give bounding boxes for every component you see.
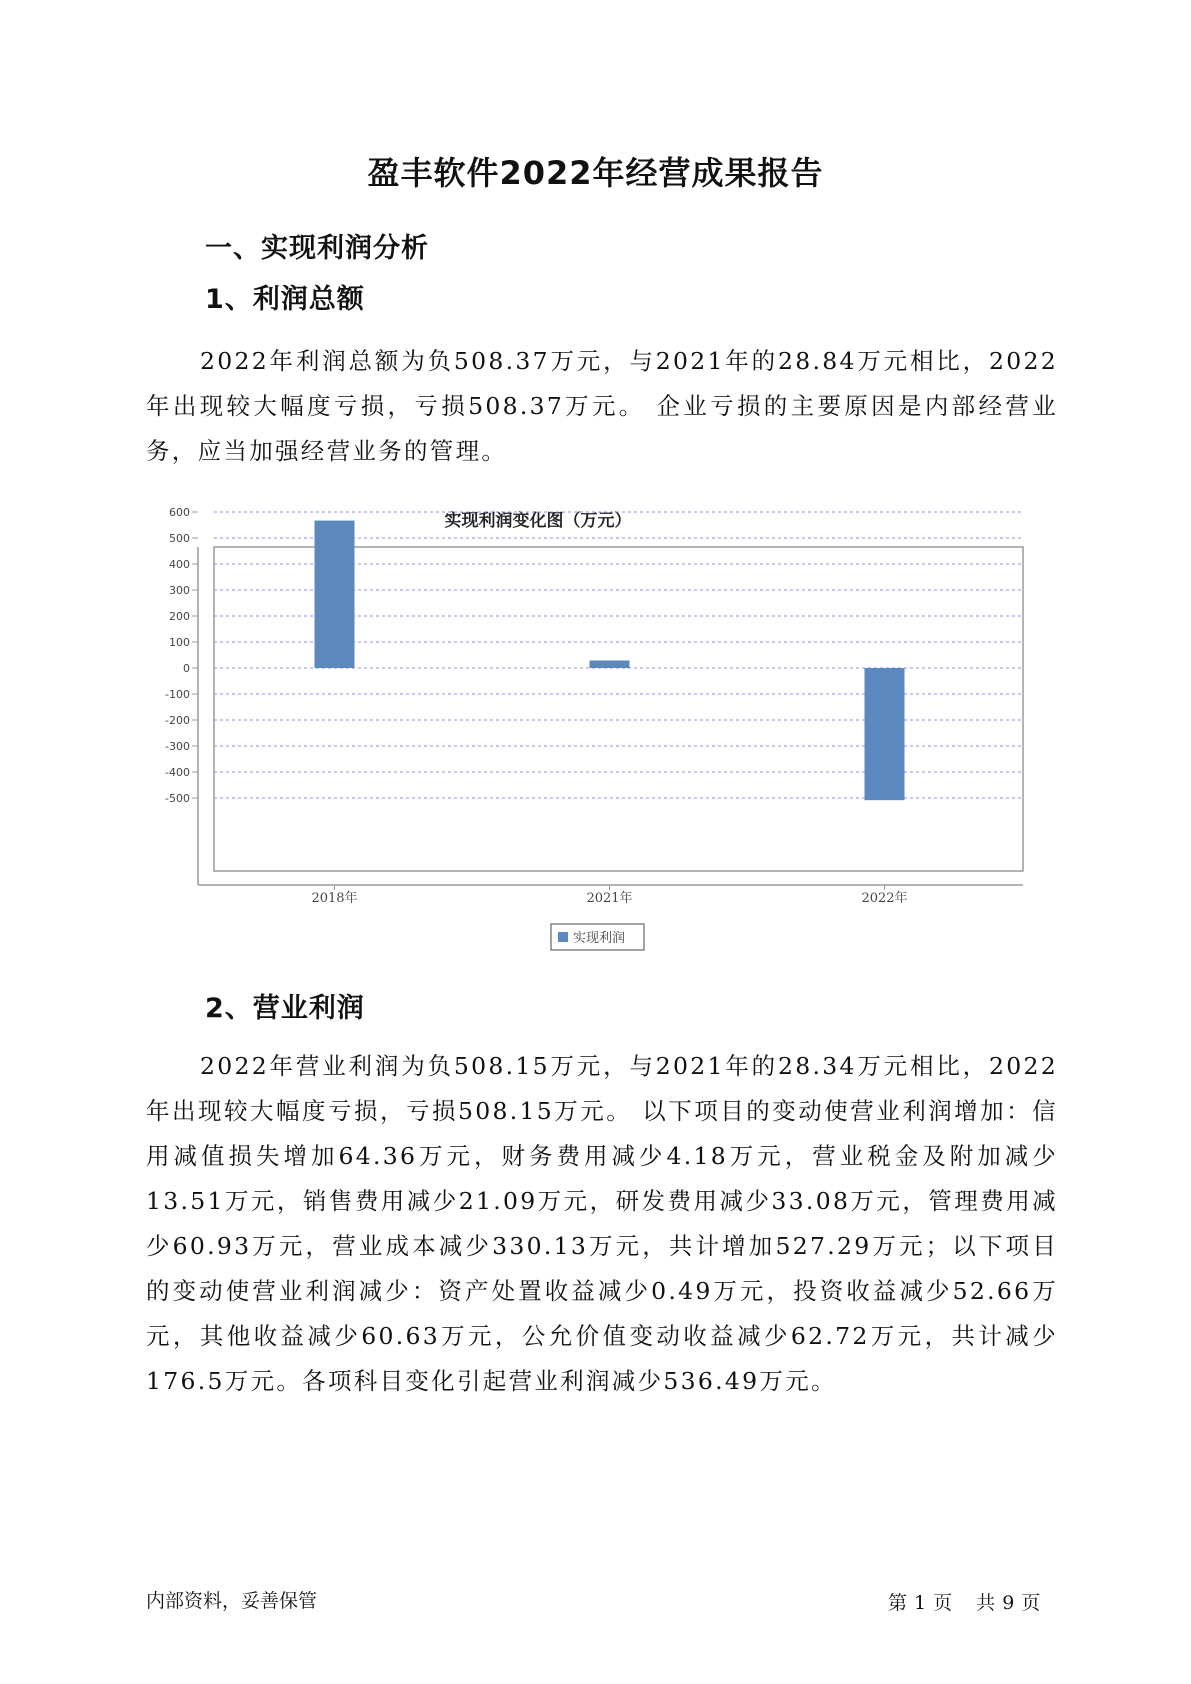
y-tick-label: 100 xyxy=(169,636,190,649)
footer-confidential-note: 内部资料，妥善保管 xyxy=(146,1590,318,1612)
x-tick-label: 2022年 xyxy=(861,891,908,906)
x-tick-label: 2021年 xyxy=(586,891,633,906)
page-total: 9 xyxy=(1002,1592,1016,1614)
y-tick-label: -400 xyxy=(165,766,190,779)
section-heading-profit-analysis: 一、实现利润分析 xyxy=(205,233,429,264)
y-tick-label: 500 xyxy=(169,532,190,545)
profit-bar-chart xyxy=(146,495,1058,955)
bar-0 xyxy=(315,521,355,668)
x-tick-label: 2018年 xyxy=(311,891,358,906)
paragraph-operating-profit: 2022年营业利润为负508.15万元，与2021年的28.34万元相比，2022年出现较大幅度亏损，亏损508.15万元。 以下项目的变动使营业利润增加：信用减值损失增加64.36万元，财务费用减少4.18万元，营业税金及附加减少13.51万元，销售费用减少21.09万元，研发费用减少33.08万元，管理费用减少60.93万元，营业成本减少330.13万元，共计增加527.29万元；以下项目的变动使营业利润减少：资产处置收益减少0.49万元，投资收益减少52.66万元，其他收益减少60.63万元，公允价值变动收益减少62.72万元，共计减少176.5万元。各项科目变化引起营业利润减少536.49万元。 xyxy=(146,1052,1058,1395)
y-tick-label: 200 xyxy=(169,610,190,623)
page-current: 1 xyxy=(914,1592,928,1614)
legend-label: 实现利润 xyxy=(573,931,626,946)
y-tick-label: 0 xyxy=(183,662,190,675)
y-tick-label: -500 xyxy=(165,792,190,805)
y-tick-label: -200 xyxy=(165,714,190,727)
page-number: 第 1 页 共 9 页 xyxy=(888,1592,1042,1614)
y-tick-label: 300 xyxy=(169,584,190,597)
subheading-total-profit: 1、利润总额 xyxy=(205,284,365,315)
bar-2 xyxy=(865,668,905,800)
y-tick-label: -300 xyxy=(165,740,190,753)
bar-1 xyxy=(590,661,630,668)
y-tick-label: 600 xyxy=(169,506,190,519)
subheading-operating-profit: 2、营业利润 xyxy=(205,993,365,1024)
document-title: 盈丰软件2022年经营成果报告 xyxy=(367,154,824,192)
chart-legend xyxy=(551,924,644,950)
paragraph-total-profit: 2022年利润总额为负508.37万元，与2021年的28.84万元相比，2022年出现较大幅度亏损，亏损508.37万元。 企业亏损的主要原因是内部经营业务，应当加强经营业务的管理。 xyxy=(146,347,1058,465)
y-tick-label: -100 xyxy=(165,688,190,701)
chart-title: 实现利润变化图（万元） xyxy=(444,511,632,531)
legend-swatch xyxy=(558,932,568,942)
y-tick-label: 400 xyxy=(169,558,190,571)
